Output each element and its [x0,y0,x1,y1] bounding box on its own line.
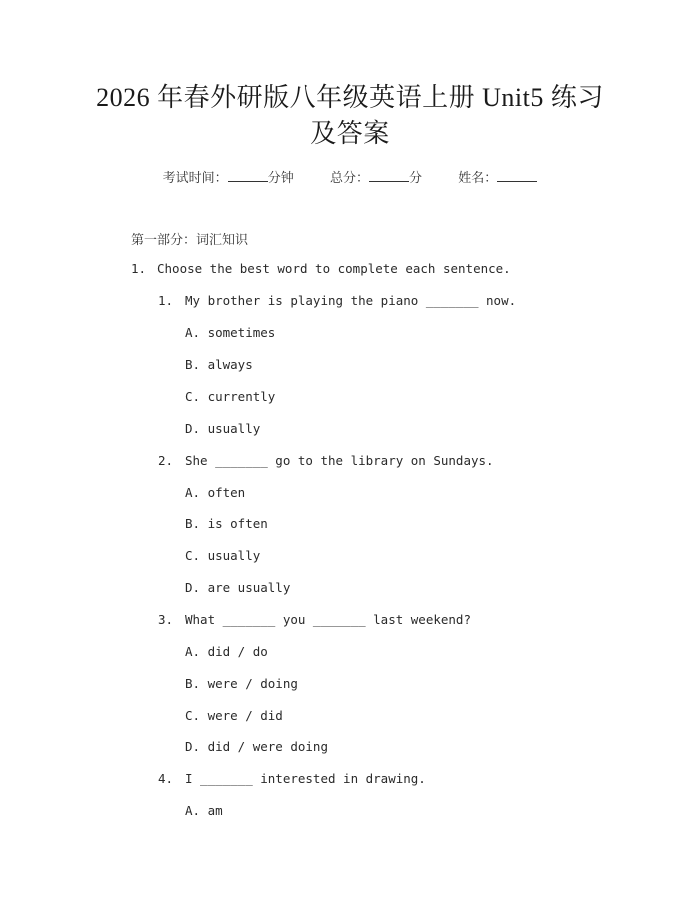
question-number: 4. [158,771,174,786]
option-item: A. often [185,485,246,500]
option-item: B. were / doing [185,676,298,691]
score-blank [369,169,409,182]
exam-info-line [0,167,700,186]
question-text: I _______ interested in drawing. [185,771,426,786]
option-item: A. am [185,803,223,818]
title-line-1: 2026 年春外研版八年级英语上册 Unit5 练习 [96,83,604,112]
question-text: What _______ you _______ last weekend? [185,612,471,627]
name-label: 姓名： [458,171,498,186]
option-item: B. always [185,357,253,372]
question-text: My brother is playing the piano _______ now. [185,293,517,308]
time-unit: 分钟 [267,171,294,186]
name-blank [497,169,537,182]
time-label: 考试时间： [162,171,228,186]
section-title: 第一部分：词汇知识 [131,233,249,248]
score-label: 总分： [329,171,369,186]
score-unit: 分 [409,171,423,186]
option-item: A. did / do [185,644,268,659]
document-title [70,80,630,152]
part-instruction-text: Choose the best word to complete each sentence. [157,261,511,276]
option-item: B. is often [185,516,268,531]
part-instruction [131,261,511,276]
time-blank [228,169,268,182]
part-number: 1. [131,261,147,276]
option-item: C. currently [185,389,276,404]
option-item: D. are usually [185,580,291,595]
option-item: C. were / did [185,708,283,723]
question-stem [158,771,426,786]
option-item: D. usually [185,421,261,436]
option-item: C. usually [185,548,261,563]
question-text: She _______ go to the library on Sundays. [185,453,494,468]
question-number: 2. [158,453,174,468]
question-stem [158,453,494,468]
question-stem [158,293,516,308]
question-number: 1. [158,293,174,308]
question-stem [158,612,471,627]
title-line-2: 及答案 [310,119,390,148]
option-item: D. did / were doing [185,739,328,754]
option-item: A. sometimes [185,325,276,340]
question-number: 3. [158,612,174,627]
